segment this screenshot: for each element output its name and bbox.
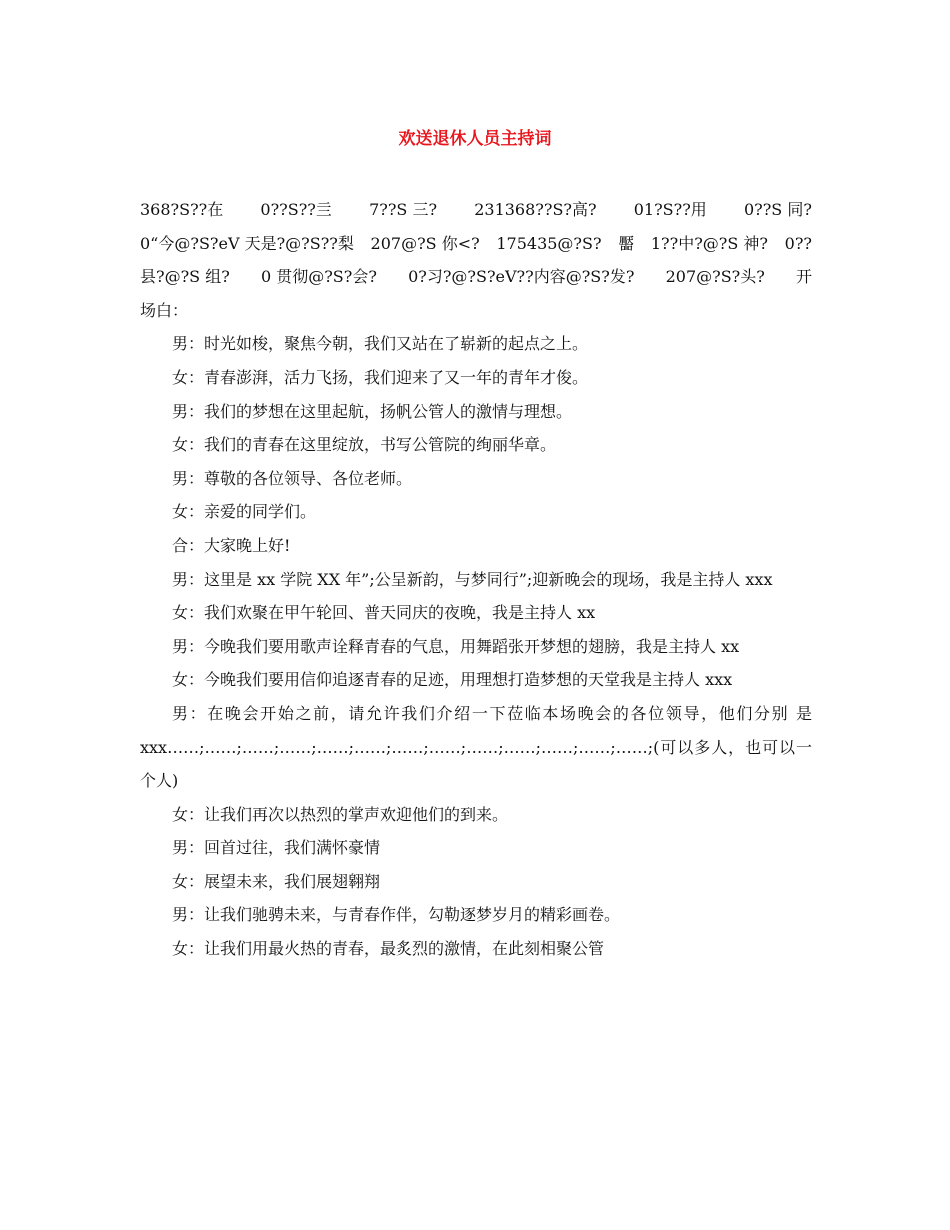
paragraph: 男：让我们驰骋未来，与青春作伴，勾勒逐梦岁月的精彩画卷。 xyxy=(172,905,621,925)
garbled-line-1 xyxy=(140,193,812,227)
garbled-fragment: 靨 xyxy=(618,233,635,253)
garbled-fragment: 231368??S?高? xyxy=(474,200,597,219)
garbled-fragment: 县?@?S 组? xyxy=(140,267,230,287)
paragraph: 男：今晚我们要用歌声诠释青春的气息，用舞蹈张开梦想的翅膀，我是主持人 xx xyxy=(172,636,740,656)
paragraph: 女：我们的青春在这里绽放，书写公管院的绚丽华章。 xyxy=(172,435,557,455)
garbled-line-2 xyxy=(140,227,812,261)
document-title: 欢送退休人员主持词 xyxy=(398,129,552,149)
garbled-fragment: 175435@?S? xyxy=(496,233,602,253)
paragraph: 女：青春澎湃，活力飞扬，我们迎来了又一年的青年才俊。 xyxy=(172,367,589,387)
paragraph: 男：尊敬的各位领导、各位老师。 xyxy=(172,468,413,488)
paragraph: 男：在晚会开始之前，请允许我们介绍一下莅临本场晚会的各位领导，他们分别 是 xxx……;……;……;……;……;……;……;……;……;……;……;……;……;(可以多人，也可以一个人) xyxy=(140,703,812,791)
garbled-fragment: 7??S 三? xyxy=(369,200,438,219)
garbled-fragment: 207@?S 你<? xyxy=(370,233,480,253)
garbled-fragment: 0??S 同? xyxy=(743,200,812,219)
garbled-fragment: 开 xyxy=(795,267,812,287)
paragraph: 女：我们欢聚在甲午轮回、普天同庆的夜晚，我是主持人 xx xyxy=(172,603,596,623)
garbled-fragment: 0“今@?S?eV 天是?@?S??梨 xyxy=(140,233,354,253)
paragraph: 男：我们的梦想在这里起航，扬帆公管人的激情与理想。 xyxy=(172,401,573,421)
paragraph: 女：今晚我们要用信仰追逐青春的足迹，用理想打造梦想的天堂我是主持人 xxx xyxy=(172,670,733,690)
paragraph: 女：亲爱的同学们。 xyxy=(172,502,317,522)
garbled-fragment: 0?? xyxy=(784,233,812,253)
garbled-fragment: 207@?S?头? xyxy=(665,267,765,287)
paragraph: 男：回首过往，我们满怀豪情 xyxy=(172,838,381,858)
paragraph: 女：让我们用最火热的青春，最炙烈的激情，在此刻相聚公管 xyxy=(172,939,605,959)
paragraph: 女：展望未来，我们展翅翱翔 xyxy=(172,871,381,891)
document-body xyxy=(140,193,812,966)
garbled-fragment: 0?习?@?S?eV??内容@?S?发? xyxy=(408,267,635,287)
garbled-fragment: 0??S??亖 xyxy=(260,200,332,219)
paragraph: 女：让我们再次以热烈的掌声欢迎他们的到来。 xyxy=(172,804,509,824)
paragraph: 合：大家晚上好! xyxy=(172,535,291,555)
garbled-fragment: 0 贯彻@?S?会? xyxy=(260,267,377,287)
garbled-line-3 xyxy=(140,260,812,294)
paragraph: 男：这里是 xx 学院 XX 年”;公呈新韵，与梦同行”;迎新晚会的现场，我是主持人 xxx xyxy=(172,569,773,589)
paragraph: 男：时光如梭，聚焦今朝，我们又站在了崭新的起点之上。 xyxy=(172,334,589,354)
opening-label: 场白： xyxy=(140,300,189,320)
garbled-fragment: 368?S??在 xyxy=(140,200,224,219)
garbled-fragment: 01?S??用 xyxy=(633,200,707,219)
garbled-fragment: 1??中?@?S 神? xyxy=(650,233,768,253)
